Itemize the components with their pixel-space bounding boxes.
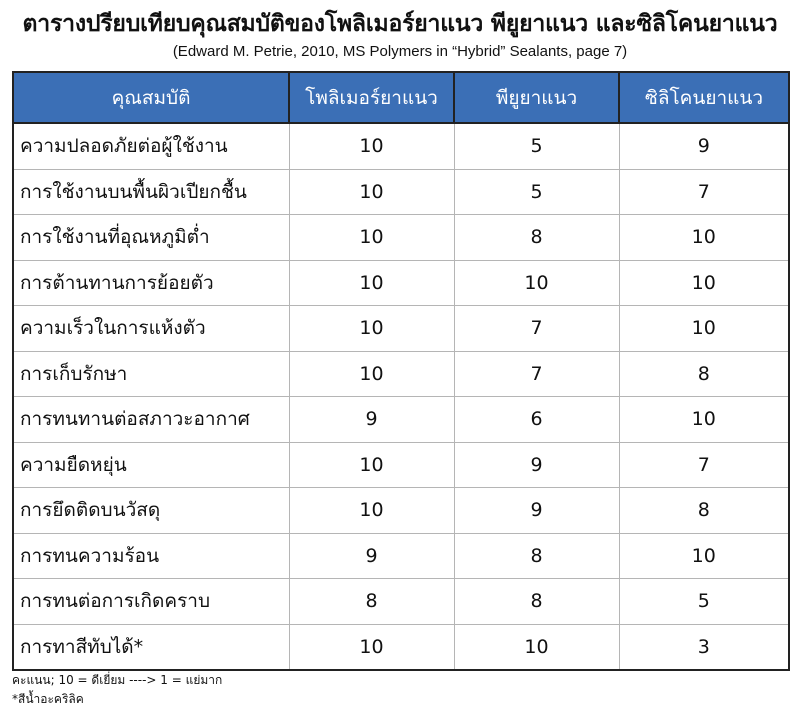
table-row [13,351,789,397]
score-cell: 9 [619,123,789,169]
column-header-ms-polymer: โพลิเมอร์ยาแนว [289,72,454,123]
table-row [13,306,789,352]
score-cell: 8 [454,579,619,625]
score-cell: 10 [289,488,454,534]
score-cell: 10 [289,306,454,352]
score-cell: 10 [454,260,619,306]
score-cell: 8 [454,215,619,261]
score-cell: 8 [619,351,789,397]
score-cell: 10 [289,123,454,169]
property-cell: ความปลอดภัยต่อผู้ใช้งาน [13,123,289,169]
table-row [13,397,789,443]
score-cell: 8 [454,533,619,579]
score-cell: 7 [454,306,619,352]
score-cell: 9 [454,442,619,488]
table-row [13,123,789,169]
column-header-silicone: ซิลิโคนยาแนว [619,72,789,123]
score-cell: 10 [619,533,789,579]
score-cell: 10 [619,306,789,352]
footnote: *สีน้ำอะคริลิค [12,692,84,706]
property-cell: การทนทานต่อสภาวะอากาศ [13,397,289,443]
score-cell: 10 [289,169,454,215]
score-cell: 10 [289,442,454,488]
table-row [13,442,789,488]
table-row [13,579,789,625]
property-cell: การทนต่อการเกิดคราบ [13,579,289,625]
score-cell: 10 [289,260,454,306]
score-cell: 6 [454,397,619,443]
score-cell: 7 [454,351,619,397]
score-cell: 9 [289,397,454,443]
score-cell: 5 [454,169,619,215]
table-row [13,260,789,306]
score-cell: 9 [289,533,454,579]
score-cell: 10 [619,397,789,443]
score-cell: 10 [289,624,454,670]
property-cell: การทนความร้อน [13,533,289,579]
table-row [13,488,789,534]
source-citation: (Edward M. Petrie, 2010, MS Polymers in “Hybrid” Sealants, page 7) [172,43,628,60]
score-cell: 10 [289,351,454,397]
property-cell: การใช้งานที่อุณหภูมิต่ำ [13,215,289,261]
score-cell: 10 [619,215,789,261]
score-cell: 10 [454,624,619,670]
column-header-property: คุณสมบัติ [13,72,289,123]
score-cell: 8 [619,488,789,534]
score-cell: 5 [619,579,789,625]
score-legend: คะแนน; 10 = ดีเยี่ยม ----> 1 = แย่มาก [12,673,223,687]
table-row [13,533,789,579]
table-row [13,215,789,261]
score-cell: 7 [619,442,789,488]
table-row [13,169,789,215]
score-cell: 10 [289,215,454,261]
score-cell: 3 [619,624,789,670]
table-header-row [13,72,789,123]
comparison-table [12,71,790,671]
score-cell: 7 [619,169,789,215]
property-cell: การทาสีทับได้* [13,624,289,670]
score-cell: 8 [289,579,454,625]
table-row [13,624,789,670]
property-cell: ความยืดหยุ่น [13,442,289,488]
score-cell: 10 [619,260,789,306]
page-title: ตารางปรียบเทียบคุณสมบัติของโพลิเมอร์ยาแนว พียูยาแนว และซิลิโคนยาแนว [22,11,778,37]
property-cell: การใช้งานบนพื้นผิวเปียกชื้น [13,169,289,215]
score-cell: 9 [454,488,619,534]
property-cell: การเก็บรักษา [13,351,289,397]
property-cell: ความเร็วในการแห้งตัว [13,306,289,352]
score-cell: 5 [454,123,619,169]
column-header-pu: พียูยาแนว [454,72,619,123]
property-cell: การต้านทานการย้อยตัว [13,260,289,306]
property-cell: การยึดติดบนวัสดุ [13,488,289,534]
